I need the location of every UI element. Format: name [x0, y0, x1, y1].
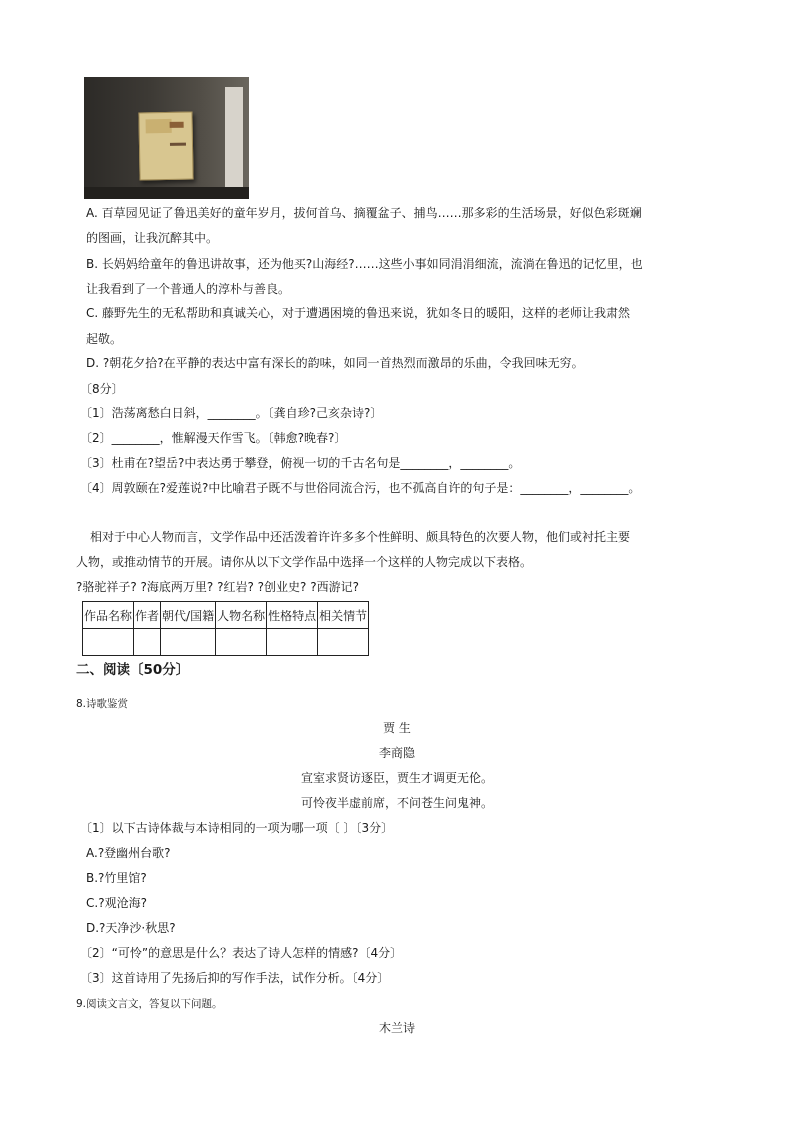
option-b-line2: 让我看到了一个普通人的淳朴与善良。 [86, 282, 291, 296]
poem-author: 李商隐 [378, 746, 415, 760]
poem-option-c: C.?观沧海? [86, 896, 147, 910]
classical-title: 木兰诗 [378, 1021, 415, 1035]
option-a-line2: 的图画，让我沉醉其中。 [86, 231, 219, 245]
poem-line-1: 宣室求贤访逐臣，贾生才调更无伦。 [300, 771, 493, 785]
option-c-line2: 起敬。 [86, 332, 123, 346]
table-cell[interactable] [318, 629, 369, 656]
poem-option-a: A.?登幽州台歌? [86, 846, 171, 860]
poem-q1: 〔1〕以下古诗体裁与本诗相同的一项为哪一项〔 〕〔3分〕 [80, 821, 394, 835]
option-d: D. ?朝花夕拾?在平静的表达中富有深长的韵味，如同一首热烈而激昂的乐曲，令我回味无穷。 [86, 356, 584, 370]
table-cell[interactable] [134, 629, 161, 656]
book-photo-icon [84, 77, 249, 199]
poem-option-b: B.?竹里馆? [86, 871, 147, 885]
fill-score: 〔8分〕 [80, 382, 124, 396]
table-cell[interactable] [83, 629, 134, 656]
book-icon [138, 112, 193, 181]
poem-question-label: 8.诗歌鉴赏 [76, 698, 129, 710]
table-header: 性格特点 [267, 602, 318, 629]
table-row [83, 629, 369, 656]
poem-option-d: D.?天净沙·秋思? [86, 921, 176, 935]
classical-question-label: 9.阅读文言文，答复以下问题。 [76, 998, 223, 1010]
table-cell[interactable] [161, 629, 216, 656]
card-shape [225, 87, 243, 191]
fill-q1: 〔1〕浩荡离愁白日斜，________。〔龚自珍?己亥杂诗?〕 [80, 406, 383, 420]
table-header: 相关情节 [318, 602, 369, 629]
character-paragraph-1: 相对于中心人物而言，文学作品中还活泼着许许多多个性鲜明、颇具特色的次要人物，他们或衬托主要 [90, 530, 631, 544]
table-cell[interactable] [216, 629, 267, 656]
option-a-line1: A. 百草园见证了鲁迅美好的童年岁月，拔何首乌、摘覆盆子、捕鸟……那多彩的生活场景，好似色彩斑斓 [86, 206, 642, 220]
fill-q2: 〔2〕________，惟解漫天作雪飞。〔韩愈?晚春?〕 [80, 431, 347, 445]
section-heading: 二、阅读〔50分〕 [76, 662, 190, 678]
option-c-line1: C. 藤野先生的无私帮助和真诚关心，对于遭遇困境的鲁迅来说，犹如冬日的暖阳，这样的老师让我肃然 [86, 306, 631, 320]
poem-q3: 〔3〕这首诗用了先扬后抑的写作手法，试作分析。〔4分〕 [80, 971, 390, 985]
table-header: 人物名称 [216, 602, 267, 629]
table-header: 作品名称 [83, 602, 134, 629]
table-header-row [83, 602, 369, 629]
poem-line-2: 可怜夜半虚前席，不问苍生问鬼神。 [300, 796, 493, 810]
fill-q4: 〔4〕周敦颐在?爱莲说?中比喻君子既不与世俗同流合污，也不孤高自许的句子是：________，________。 [80, 481, 641, 495]
table-header: 作者 [134, 602, 161, 629]
table-cell[interactable] [267, 629, 318, 656]
option-b-line1: B. 长妈妈给童年的鲁迅讲故事，还为他买?山海经?……这些小事如同涓涓细流，流淌在鲁迅的记忆里，也 [86, 257, 643, 271]
character-paragraph-2: 人物，或推动情节的开展。请你从以下文学作品中选择一个这样的人物完成以下表格。 [76, 555, 533, 569]
table-header: 朝代/国籍 [161, 602, 216, 629]
poem-q2: 〔2〕“可怜”的意思是什么？表达了诗人怎样的情感?〔4分〕 [80, 946, 403, 960]
fill-q3: 〔3〕杜甫在?望岳?中表达勇于攀登，俯视一切的千古名句是________，________。 [80, 456, 521, 470]
poem-title: 贾 生 [383, 721, 411, 735]
works-list: ?骆驼祥子? ?海底两万里? ?红岩? ?创业史? ?西游记? [76, 580, 359, 594]
character-table [82, 601, 369, 656]
